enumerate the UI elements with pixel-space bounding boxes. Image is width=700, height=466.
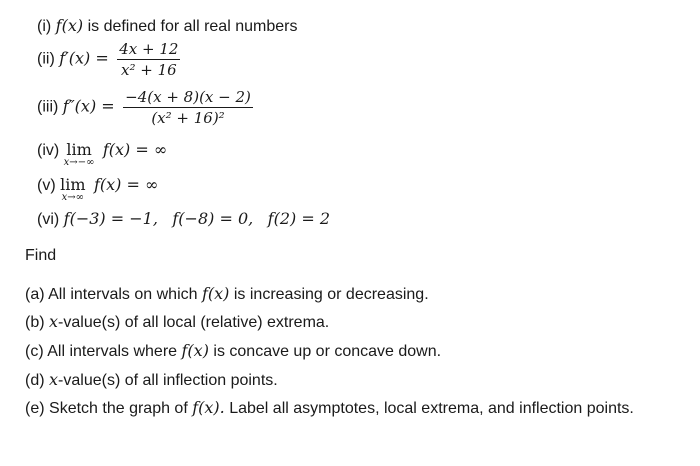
task-label: (e): [25, 400, 45, 417]
condition-iii: [37, 88, 253, 127]
limit-subscript: x→∞: [61, 192, 84, 203]
task-text: -value(s) of all local (relative) extrema.: [58, 314, 330, 331]
fraction: [117, 40, 180, 79]
task-e: [25, 398, 634, 418]
condition-ii: [37, 40, 180, 79]
math-expression: f′(x) =: [59, 48, 109, 68]
task-label: (a): [25, 286, 45, 303]
task-text: All intervals on which: [48, 286, 198, 303]
math-expression: f(x) = ∞: [102, 140, 168, 159]
limit-operator: lim: [66, 140, 92, 159]
fraction: [123, 88, 253, 127]
numerator: −4(x + 8)(x − 2): [125, 88, 251, 106]
condition-text: is defined for all real numbers: [87, 18, 298, 35]
denominator: x² + 16: [121, 61, 177, 79]
task-b: [25, 312, 329, 332]
task-text: All intervals where: [47, 343, 178, 360]
condition-label: (i): [37, 18, 52, 35]
condition-label: (iv): [37, 142, 60, 159]
task-a: [25, 284, 429, 304]
math-expression: f(x).: [192, 398, 225, 417]
task-label: (c): [25, 343, 44, 360]
math-expression: x: [49, 370, 59, 389]
condition-label: (vi): [37, 211, 60, 228]
numerator: 4x + 12: [119, 40, 179, 58]
task-d: [25, 370, 278, 390]
condition-label: (v): [37, 177, 56, 194]
math-expression: f(−3) = −1,: [63, 209, 158, 228]
condition-label: (ii): [37, 50, 55, 68]
limit: [60, 175, 85, 203]
limit-subscript: x→−∞: [63, 157, 95, 168]
task-text: -value(s) of all inflection points.: [58, 372, 278, 389]
task-text: is concave up or concave down.: [213, 343, 442, 360]
condition-i: [37, 16, 297, 36]
math-expression: f(2) = 2: [267, 209, 331, 228]
task-label: (b): [25, 314, 45, 331]
math-expression: f″(x) =: [62, 96, 115, 116]
task-c: [25, 341, 441, 361]
limit: [64, 140, 95, 168]
math-expression: f(x): [201, 284, 230, 303]
condition-label: (iii): [37, 98, 59, 116]
find-heading: Find: [25, 247, 57, 264]
condition-v: [37, 175, 158, 203]
math-expression: f(−8) = 0,: [172, 209, 254, 228]
task-text: Label all asymptotes, local extrema, and inflection points.: [229, 400, 634, 417]
condition-vi: [37, 209, 330, 229]
task-label: (d): [25, 372, 45, 389]
math-expression: f(x) = ∞: [93, 175, 159, 194]
math-expression: f(x): [181, 341, 209, 360]
limit-operator: lim: [60, 175, 86, 194]
task-text: is increasing or decreasing.: [233, 286, 429, 303]
condition-iv: [37, 140, 167, 168]
denominator: (x² + 16)²: [151, 109, 225, 127]
task-text: Sketch the graph of: [49, 400, 188, 417]
math-expression: f(x): [55, 16, 84, 35]
math-expression: x: [49, 312, 59, 331]
